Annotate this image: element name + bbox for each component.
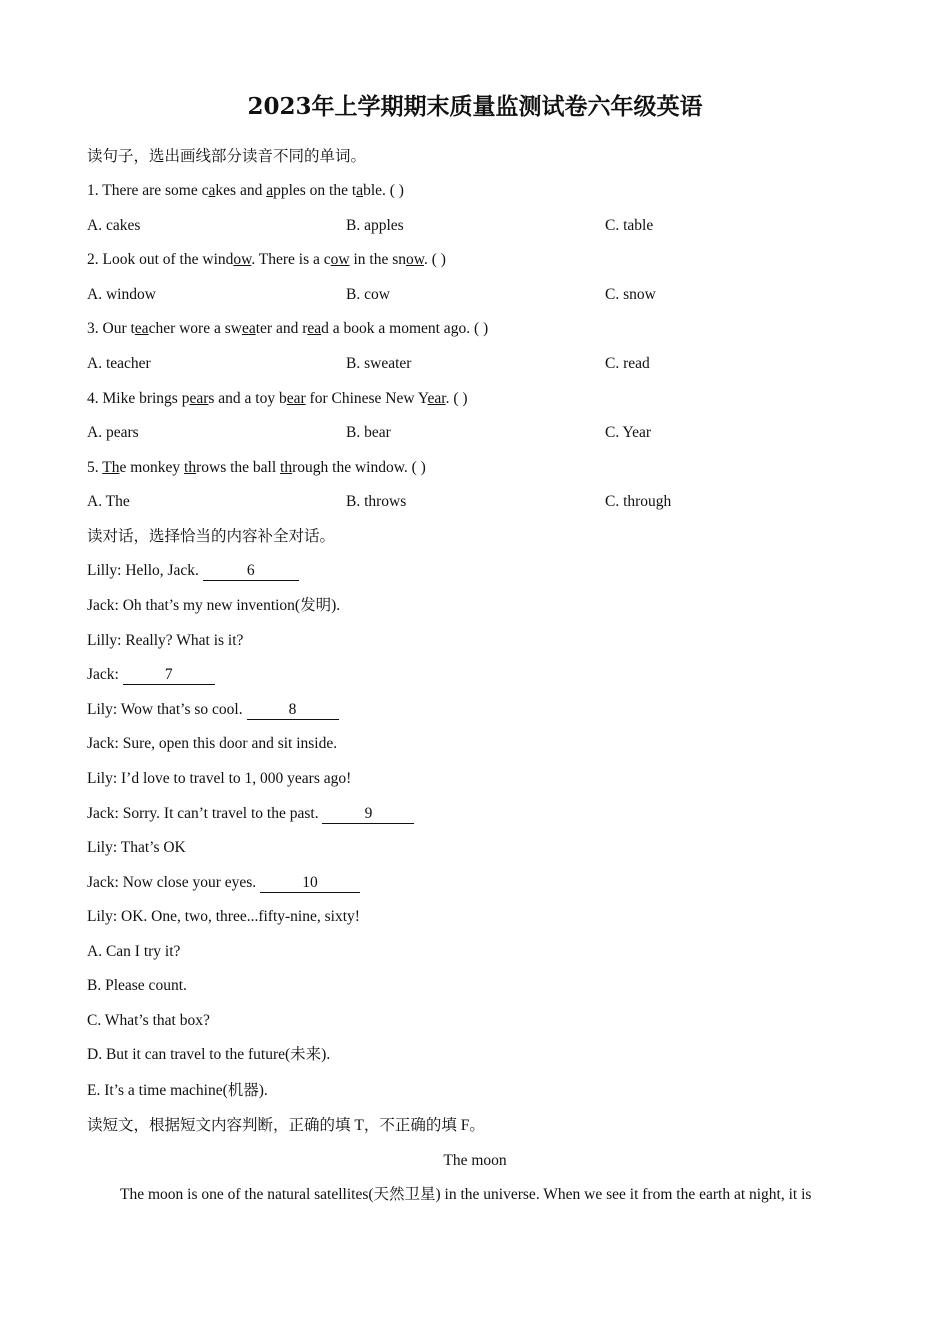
option-c: C. snow [605, 286, 656, 303]
answer-blank[interactable]: 7 [123, 666, 215, 685]
option-a: A. The [87, 493, 130, 510]
dialogue-line: Jack: Sure, open this door and sit inside. [87, 735, 338, 752]
option-b: B. sweater [346, 355, 412, 372]
option-a: A. cakes [87, 217, 141, 234]
option-a: A. pears [87, 424, 139, 441]
answer-blank[interactable]: 6 [203, 562, 299, 581]
answer-blank[interactable]: 9 [322, 805, 414, 824]
option-a: A. teacher [87, 355, 151, 372]
question-2: 2. Look out of the window. There is a cow in the snow. ( ) [87, 251, 446, 268]
dialogue-line: Lily: Wow that’s so cool. 8 [87, 700, 339, 720]
option-c: C. through [605, 493, 672, 510]
passage-title: The moon [443, 1152, 507, 1169]
page-title: 2023年上学期期末质量监测试卷六年级英语 [247, 93, 703, 120]
option-b: B. bear [346, 424, 391, 441]
question-1: 1. There are some cakes and apples on the table. ( ) [87, 182, 404, 199]
option-c: C. table [605, 217, 654, 234]
option-a: A. window [87, 286, 156, 303]
choice-e: E. It’s a time machine(机器). [87, 1082, 268, 1099]
option-b: B. apples [346, 217, 404, 234]
option-b: B. cow [346, 286, 390, 303]
dialogue-line: Jack: Now close your eyes. 10 [87, 873, 360, 893]
dialogue-line: Lily: That’s OK [87, 839, 186, 856]
dialogue-line: Lily: OK. One, two, three...fifty-nine, sixty! [87, 908, 360, 925]
choice-d: D. But it can travel to the future(未来). [87, 1046, 331, 1063]
dialogue-line: Jack: Sorry. It can’t travel to the past. 9 [87, 804, 414, 824]
question-5: 5. The monkey throws the ball through the window. ( ) [87, 459, 426, 476]
choice-b: B. Please count. [87, 977, 187, 994]
question-3: 3. Our teacher wore a sweater and read a book a moment ago. ( ) [87, 320, 489, 337]
dialogue-line: Jack: Oh that’s my new invention(发明). [87, 597, 341, 614]
answer-blank[interactable]: 8 [247, 701, 339, 720]
section3-instruction: 读短文，根据短文内容判断，正确的填 T，不正确的填 F。 [87, 1117, 485, 1134]
answer-blank[interactable]: 10 [260, 874, 360, 893]
section2-instruction: 读对话，选择恰当的内容补全对话。 [87, 528, 336, 545]
choice-c: C. What’s that box? [87, 1012, 210, 1029]
choice-a: A. Can I try it? [87, 943, 181, 960]
dialogue-line: Lily: I’d love to travel to 1, 000 years ago! [87, 770, 352, 787]
option-c: C. read [605, 355, 650, 372]
option-c: C. Year [605, 424, 652, 441]
dialogue-line: Lilly: Really? What is it? [87, 632, 244, 649]
option-b: B. throws [346, 493, 407, 510]
dialogue-line: Lilly: Hello, Jack. 6 [87, 561, 299, 581]
passage-text: The moon is one of the natural satellites(天然卫星) in the universe. When we see it from the earth at night, it is [120, 1186, 812, 1203]
section1-instruction: 读句子，选出画线部分读音不同的单词。 [87, 148, 367, 165]
dialogue-line: Jack: 7 [87, 665, 215, 685]
question-4: 4. Mike brings pears and a toy bear for Chinese New Year. ( ) [87, 390, 468, 407]
